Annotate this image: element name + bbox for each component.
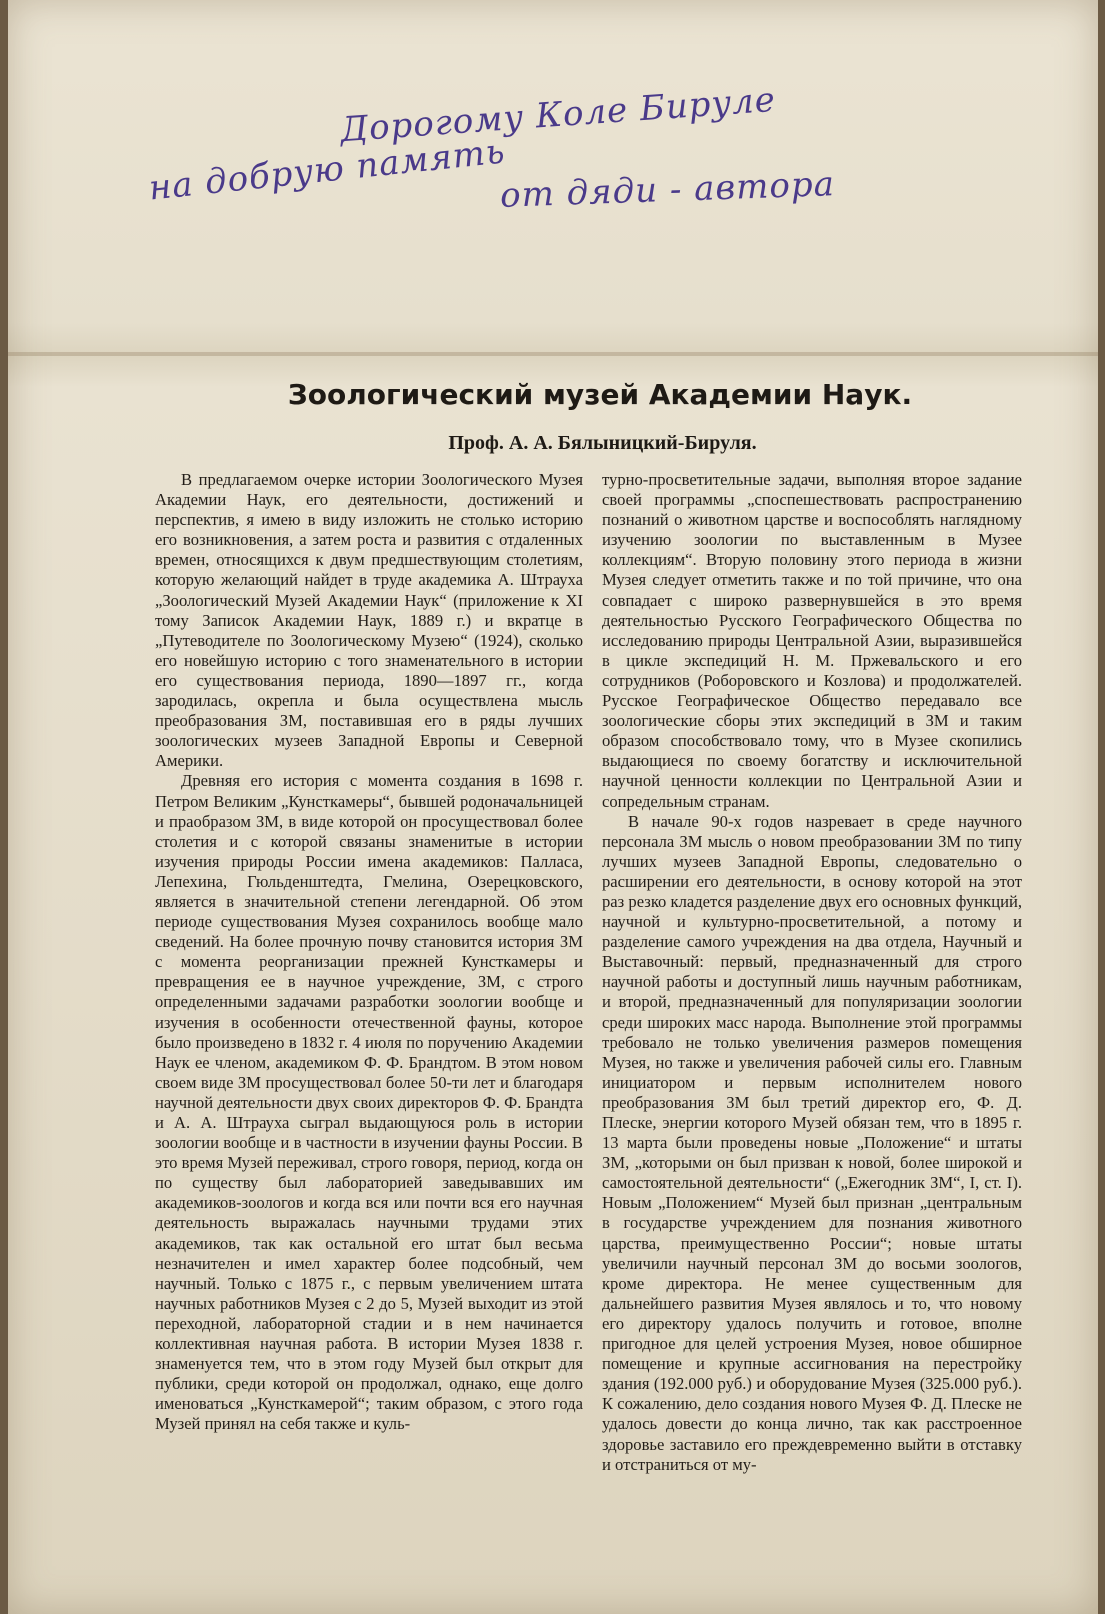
inscription-line-3: от дяди - автора	[499, 164, 836, 216]
page-fold	[8, 352, 1098, 356]
paragraph: Древняя его история с момента создания в 1698 г. Петром Великим „Кунсткамеры“, бывшей родоначальницей и праобразом ЗМ, в виде которой он просуществовал более столетия и с которой связаны знаменитые в истории изучения природы России имена академиков: Палласа, Лепехина, Гюльденштедта, Гмелина, Озерецковского, является в значительной степени легендарной. Об этом периоде существования Музея сохранилось вообще мало сведений. На более прочную почву становится история ЗМ с момента реорганизации прежней Кунсткамеры и превращения ее в научное учреждение, ЗМ, с строго определенными задачами разработки зоологии вообще и изучения в особенности отечественной фауны, которое было произведено в 1832 г. 4 июля по поручению Академии Наук ее членом, академиком Ф. Ф. Брандтом. В этом новом своем виде ЗМ просуществовал более 50-ти лет и благодаря научной деятельности двух своих директоров Ф. Ф. Брандта и А. А. Штрауха сыграл выдающуюся роль в истории зоологии вообще и в частности в изучении фауны России. В это время Музей переживал, строго говоря, период, когда он по существу был лабораторией заведывавших им академиков-зоологов и когда вся или почти вся его научная деятельность выражалась научными трудами этих академиков, так как остальной его штат был весьма незначителен и имел характер более подсобный, чем научный. Только с 1875 г., с первым увеличением штата научных работников Музея с 2 до 5, Музей выходит из этой переходной, лабораторной стадии и в нем начинается коллективная научная работа. В истории Музея 1838 г. знаменуется тем, что в этом году Музей был открыт для публики, среди которой он продолжал, однако, еще долго именоваться „Кунсткамерой“; таким образом, с этого года Музей принял на себя также и куль-	[155, 771, 583, 1434]
paragraph: турно-просветительные задачи, выполняя второе задание своей программы „споспешествовать распространению познаний о животном царстве и воспособлять наглядному изучению зоологии по выставленным в Музее коллекциям“. Вторую половину этого периода в жизни Музея следует отметить также и по той причине, что она совпадает с широко развернувшейся в это время деятельностью Русского Географического Общества по исследованию природы Центральной Азии, выразившейся в цикле экспедиций Н. М. Пржевальского и его сотрудников (Роборовского и Козлова) и продолжателей. Русское Географическое Общество передавало все зоологические сборы этих экспедиций в ЗМ и таким образом способствовало тому, что в Музее скопились выдающиеся по своему богатству и исключительной научной ценности коллекции по Центральной Азии и сопредельным странам.	[602, 470, 1022, 811]
inscription-line-1: Дорогому Коле Бируле	[339, 79, 778, 151]
paragraph: В предлагаемом очерке истории Зоологического Музея Академии Наук, его деятельности, достижений и перспектив, я имею в виду изложить не столько историю его возникновения, а затем роста и развития с отдаленных времен, относящихся к двум предшествующим столетиям, которую желающий найдет в труде академика А. Штрауха „Зоологический Музей Академии Наук“ (приложение к XI тому Записок Академии Наук, 1889 г.) и вкратце в „Путеводителе по Зоологическому Музею“ (1924), сколько его новейшую историю с того знаменательного в истории его существования периода, 1890—1897 гг., когда зародилась, окрепла и была осуществлена мысль преобразования ЗМ, поставившая его в ряды лучших зоологических музеев Западной Европы и Северной Америки.	[155, 470, 583, 771]
left-column	[155, 470, 583, 1435]
article-author: Проф. А. А. Бялыницкий-Бируля.	[448, 432, 757, 454]
paragraph: В начале 90-х годов назревает в среде научного персонала ЗМ мысль о новом преобразовании ЗМ по типу лучших музеев Западной Европы, следовательно о расширении его деятельности, в основу которой на этот раз резко кладется разделение двух его основных функций, научной и культурно-просветительной, а потому и разделение самого учреждения на два отдела, Научный и Выставочный: первый, предназначенный для строго научной работы и доступный лишь научным работникам, и второй, предназначенный для популяризации зоологии среди широких масс народа. Выполнение этой программы требовало не только увеличения размеров помещения Музея, но также и увеличения рабочей силы его. Главным инициатором и первым исполнителем нового преобразования ЗМ был третий директор его, Ф. Д. Плеске, энергии которого Музей обязан тем, что в 1895 г. 13 марта были проведены новые „Положение“ и штаты ЗМ, „которыми он был призван к новой, более широкой и самостоятельной деятельности“ („Ежегодник ЗМ“, I, ст. I). Новым „Положением“ Музей был признан „центральным в государстве учреждением для познания животного царства, преимущественно России“; новые штаты увеличили научный персонал ЗМ до восьми зоологов, кроме директора. Не менее существенным для дальнейшего развития Музея являлось и то, что новому его директору удалось получить и готовое, вполне пригодное для целей устроения Музея, новое обширное помещение и крупные ассигнования на перестройку здания (192.000 руб.) и оборудование Музея (325.000 руб.). К сожалению, дело создания нового Музея Ф. Д. Плеске не удалось довести до конца лично, так как расстроенное здоровье заставило его преждевременно выйти в отставку и отстраниться от му-	[602, 811, 1022, 1474]
right-column	[602, 470, 1022, 1475]
article-title: Зоологический музей Академии Наук.	[287, 378, 913, 411]
inscription-line-2: на добрую память	[146, 131, 508, 209]
